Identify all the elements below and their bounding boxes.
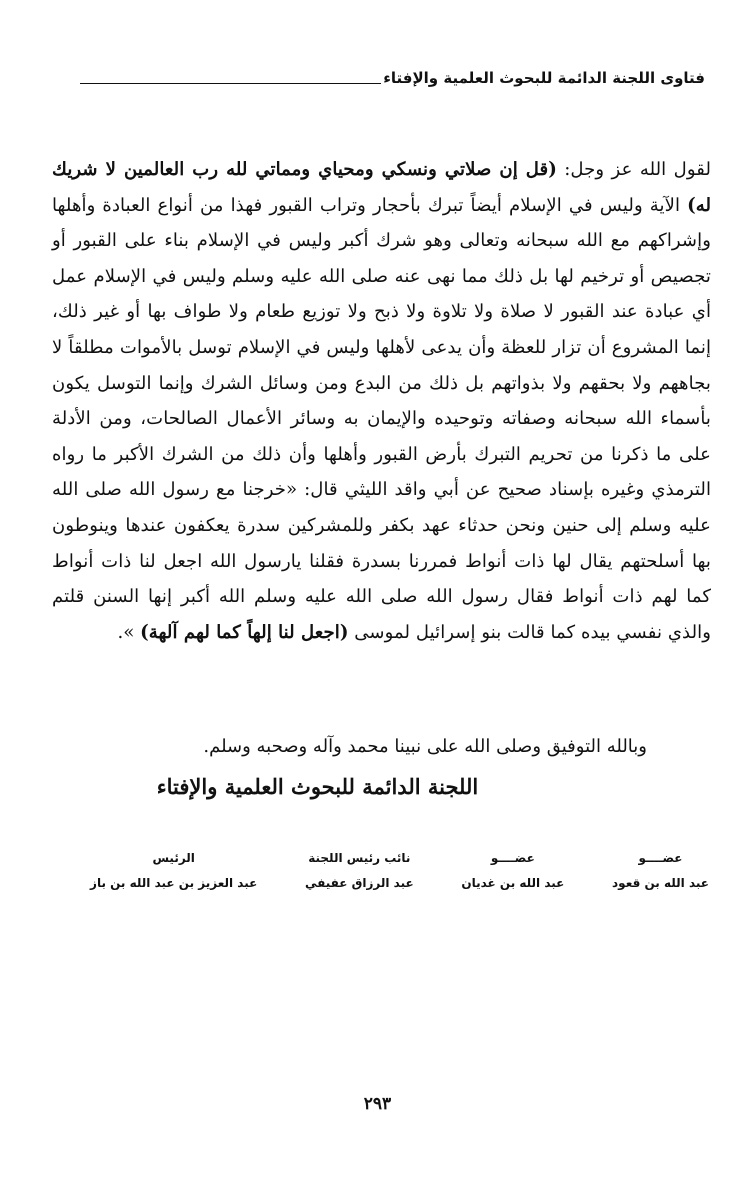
signature-name: عبد الله بن قعود	[612, 876, 709, 890]
signature-name: عبد العزيز بن عبد الله بن باز	[90, 876, 258, 890]
body-paragraph	[52, 152, 711, 650]
body-main-text: الآية وليس في الإسلام أيضاً تبرك بأحجار وتراب القبور فهذا من أنواع العبادة وأهلها وإشراكهم مع الله سبحانه وتعالى وهو شرك أكبر وليس في الإسلام بناء على القبور أو تجصيص أو ترخيم لها بل ذلك مما نهى عنه صلى الله عليه وسلم وليس في الإسلام عمل أي عبادة عند القبور لا صلاة ولا تلاوة ولا ذبح ولا توزيع طعام ولا طواف بها أو غير ذلك، إنما المشروع أن تزار للعظة وأن يدعى لأهلها وليس في الإسلام توسل بالأموات مطلقاً لا بجاههم ولا بحقهم ولا بذواتهم بل ذلك من البدع ومن وسائل الشرك وإنما التوسل يكون بأسماء الله سبحانه وصفاته وتوحيده والإيمان به وسائر الأعمال الصالحات، ومن الأدلة على ما ذكرنا من تحريم التبرك بأرض القبور وأهلها وأن ذلك من الشرك الأكبر ما رواه الترمذي وغيره بإسناد صحيح عن أبي واقد الليثي قال: «خرجنا مع رسول الله صلى الله عليه وسلم إلى حنين ونحن حدثاء عهد بكفر وللمشركين سدرة يعكفون عندها وينوطون بها أسلحتهم يقال لها ذات أنواط فمررنا بسدرة فقلنا يارسول الله اجعل لنا ذات أنواط كما لهم ذات أنواط فقال رسول الله صلى الله عليه وسلم الله أكبر إنها السنن قلتم والذي نفسي بيده كما قالت بنو إسرائيل لموسى	[52, 194, 711, 643]
quran-quote-2: (اجعل لنا إلهاً كما لهم آلهة)	[140, 621, 349, 643]
body-end: ».	[117, 621, 141, 643]
quran-quote-1: (قل إن صلاتي ونسكي ومحياي ومماتي لله رب العالمين لا شريك له)	[52, 159, 711, 216]
signature-role: عضــــو	[638, 851, 683, 865]
body-intro: لقول الله عز وجل:	[556, 159, 711, 180]
committee-name: اللجنة الدائمة للبحوث العلمية والإفتاء	[156, 774, 479, 799]
signature-member-1	[612, 848, 709, 894]
signatures-block	[90, 848, 709, 894]
fatwa-body	[52, 152, 711, 650]
signature-name: عبد الله بن غديان	[461, 876, 565, 890]
page-number: ٢٩٣	[363, 1094, 392, 1114]
signature-member-2	[461, 848, 564, 894]
running-header	[80, 68, 705, 88]
signature-role: عضــــو	[490, 851, 535, 865]
signature-role: نائب رئيس اللجنة	[308, 851, 411, 865]
header-rule	[80, 83, 381, 84]
signature-name: عبد الرزاق عفيفي	[304, 876, 414, 890]
signature-role: الرئيس	[152, 851, 195, 865]
signature-chair	[90, 848, 257, 894]
closing-line: وبالله التوفيق وصلى الله على نبينا محمد وآله وصحبه وسلم.	[203, 736, 647, 757]
header-title: فتاوى اللجنة الدائمة للبحوث العلمية والإفتاء	[383, 69, 705, 87]
signature-vice-chair	[305, 848, 414, 894]
